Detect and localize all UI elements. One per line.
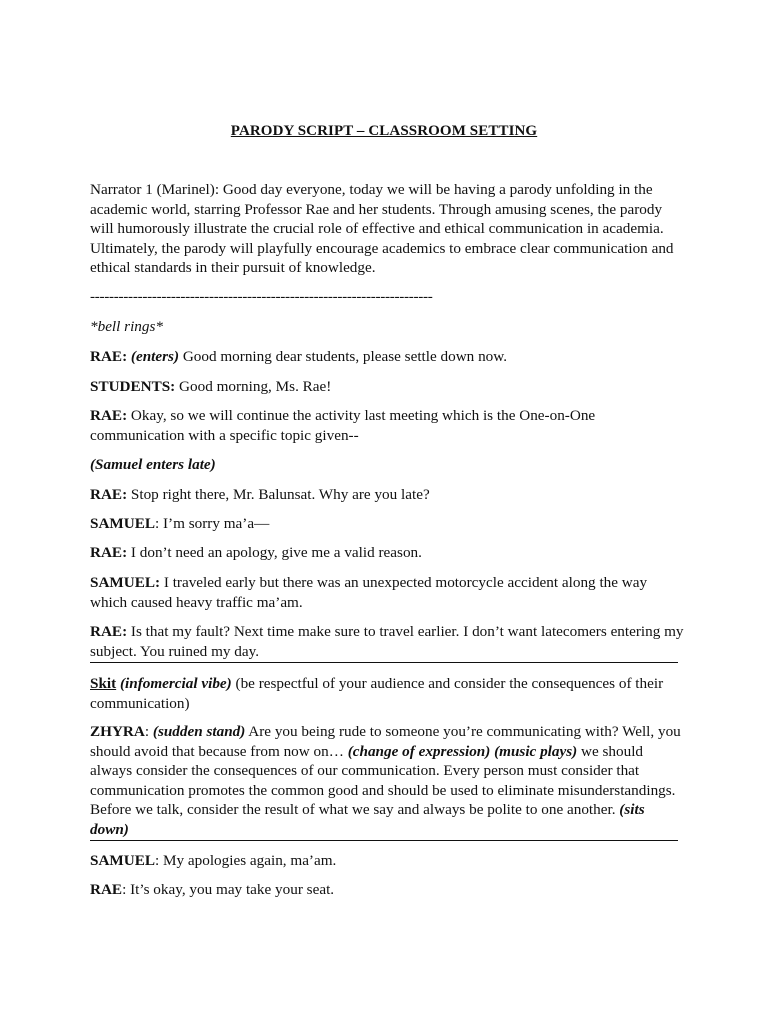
dialogue-line: [90, 406, 685, 445]
speaker-name: RAE:: [90, 486, 128, 503]
stage-direction: (sits down): [90, 801, 645, 838]
dialogue-text: we should always consider the consequences of our communication. Every person must consider that communication promotes the common good and should be used to eliminate misunderstandings. Before we talk, consider the result of what we say and always be polite to one another.: [90, 742, 676, 818]
speaker-name: RAE: [90, 881, 123, 898]
dialogue-text: Are you being rude to someone you’re communicating with? Well, you should avoid that because from now on…: [90, 723, 681, 760]
dialogue-text: I traveled early but there was an unexpected motorcycle accident along the way which caused heavy traffic ma’am.: [90, 574, 648, 611]
stage-direction-line: [90, 455, 685, 475]
horizontal-rule: [90, 840, 678, 841]
dialogue-text: Good morning dear students, please settle down now.: [179, 348, 508, 365]
stage-direction: (Samuel enters late): [90, 456, 216, 473]
horizontal-rule: [90, 662, 678, 663]
dialogue-line: [90, 573, 685, 612]
stage-direction-bell: *bell rings*: [90, 318, 163, 335]
skit-label: Skit: [90, 675, 117, 692]
dialogue-line: [90, 377, 685, 397]
dialogue-text: : It’s okay, you may take your seat.: [122, 881, 335, 898]
skit-heading: [90, 674, 685, 713]
dialogue-line: [90, 851, 685, 871]
dialogue-text: Good morning, Ms. Rae!: [175, 378, 332, 395]
dialogue-text: : I’m sorry ma’a—: [154, 515, 270, 532]
stage-direction: (sudden stand): [152, 723, 246, 740]
narrator-paragraph: Narrator 1 (Marinel): Good day everyone, today we will be having a parody unfolding in the academic world, starring Professor Rae and her students. Through amusing scenes, the parody will humorously illustrate the crucial role of effective and ethical communication in academia. Ultimately, the parody will playfully encourage academics to embrace clear communication and ethical standards in their pursuit of knowledge.: [90, 181, 674, 276]
stage-direction: (change of expression) (music plays): [347, 742, 578, 760]
dialogue-line: [90, 347, 685, 367]
skit-vibe: (infomercial vibe): [119, 675, 232, 692]
skit-description: (be respectful of your audience and consider the consequences of their communication): [90, 675, 664, 712]
dialogue-line: [90, 622, 685, 661]
speaker-name: RAE:: [90, 544, 128, 561]
speaker-name: SAMUEL:: [90, 574, 161, 591]
dialogue-text: I don’t need an apology, give me a valid reason.: [127, 544, 422, 561]
speaker-name: SAMUEL: [90, 852, 155, 869]
dialogue-line: [90, 880, 685, 900]
speaker-name: RAE:: [90, 623, 128, 640]
dialogue-line: [90, 485, 685, 505]
dialogue-text: Okay, so we will continue the activity last meeting which is the One-on-One communication with a specific topic given--: [90, 407, 596, 444]
dashed-separator: ------------------------------------------------------------------------: [90, 288, 433, 305]
dialogue-text: Stop right there, Mr. Balunsat. Why are you late?: [127, 486, 430, 503]
speaker-name: ZHYRA: [90, 723, 145, 740]
dialogue-text: : My apologies again, ma’am.: [154, 852, 337, 869]
dialogue-line: [90, 543, 685, 563]
speaker-name: STUDENTS:: [90, 378, 176, 395]
dialogue-line: ZHYRA: (sudden stand) Are you being rude to someone you’re communicating with? Well, you should avoid that because from now on… (change of expression) (music plays) we should always consider the consequences of our communication. Every person must consider that communication promotes the common good and should be used to eliminate misunderstandings. Before we talk, consider the result of what we say and always be polite to one another. (sits down): [90, 723, 681, 838]
speaker-name: SAMUEL: [90, 515, 155, 532]
speaker-name: RAE:: [90, 348, 128, 365]
dialogue-text: Is that my fault? Next time make sure to travel earlier. I don’t want latecomers entering my subject. You ruined my day.: [90, 623, 684, 660]
document-title: PARODY SCRIPT – CLASSROOM SETTING: [230, 123, 538, 139]
dialogue-line: [90, 514, 685, 534]
stage-direction: (enters): [130, 348, 180, 365]
speaker-name: RAE:: [90, 407, 128, 424]
